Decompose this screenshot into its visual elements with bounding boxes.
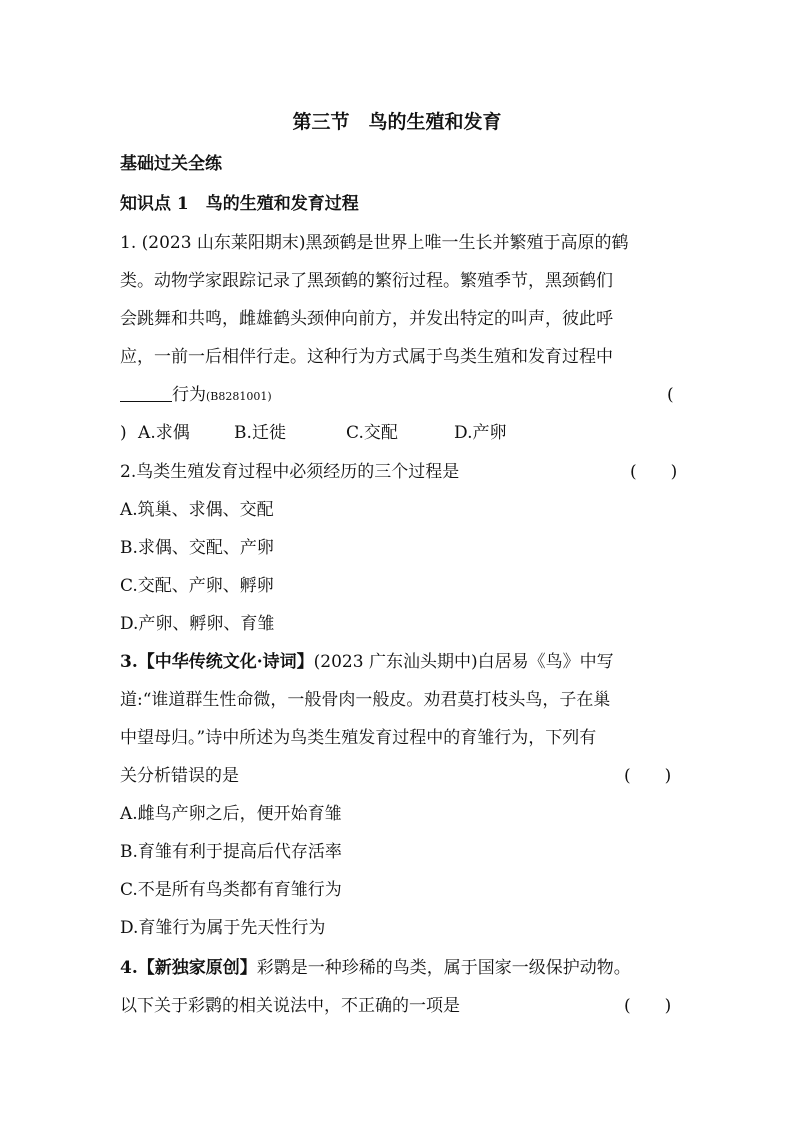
- q1-line-1: 1. (2023 山东莱阳期末)黑颈鹤是世界上唯一生长并繁殖于高原的鹤: [120, 233, 629, 253]
- q1-line-5: [120, 384, 272, 408]
- q1-line-2: 类。动物学家跟踪记录了黑颈鹤的繁衍过程。繁殖季节，黑颈鹤们: [120, 271, 613, 291]
- q1-line-3: 会跳舞和共鸣，雌雄鹤头颈伸向前方，并发出特定的叫声，彼此呼: [120, 309, 613, 329]
- q1-line-4: 应，一前一后相伴行走。这种行为方式属于鸟类生殖和发育过程中: [120, 347, 613, 367]
- q3-line-2: 道:“谁道群生性命微，一般骨肉一般皮。劝君莫打枝头鸟，子在巢: [120, 690, 611, 710]
- q1-option-d[interactable]: D.产卵: [454, 423, 507, 443]
- q1-options-row: [120, 422, 506, 444]
- knowledge-point-heading: 知识点 1 鸟的生殖和发育过程: [120, 194, 359, 214]
- q1-code: (B8281001): [206, 390, 272, 403]
- q1-paren-close: ): [120, 423, 127, 443]
- q3-line-1: [120, 651, 614, 673]
- q3-paren: ( ): [624, 766, 672, 786]
- q3-line-4: 关分析错误的是: [120, 766, 239, 786]
- q4-tag: 4.【新独家原创】: [120, 958, 257, 978]
- q2-option-b[interactable]: B.求偶、交配、产卵: [120, 538, 274, 558]
- q4-paren: ( ): [624, 996, 672, 1016]
- q3-option-c[interactable]: C.不是所有鸟类都有育雏行为: [120, 880, 342, 900]
- answer-blank[interactable]: [120, 385, 172, 402]
- q4-line-1: [120, 957, 631, 979]
- q2-option-a[interactable]: A.筑巢、求偶、交配: [120, 500, 274, 520]
- q3-option-d[interactable]: D.育雏行为属于先天性行为: [120, 918, 326, 938]
- section-heading: 基础过关全练: [120, 154, 222, 174]
- q3-option-a[interactable]: A.雌鸟产卵之后，便开始育雏: [120, 804, 342, 824]
- q3-line-1-rest: (2023 广东汕头期中)白居易《鸟》中写: [313, 652, 614, 672]
- q1-option-a[interactable]: A.求偶: [138, 423, 190, 443]
- page-title: 第三节 鸟的生殖和发育: [292, 111, 502, 133]
- q3-line-3: 中望母归。”诗中所述为鸟类生殖发育过程中的育雏行为，下列有: [120, 728, 597, 748]
- q2-option-c[interactable]: C.交配、产卵、孵卵: [120, 576, 274, 596]
- q1-option-c[interactable]: C.交配: [346, 423, 398, 443]
- q3-option-b[interactable]: B.育雏有利于提高后代存活率: [120, 842, 342, 862]
- q1-option-b[interactable]: B.迁徙: [234, 423, 286, 443]
- q2-paren: ( ): [630, 462, 678, 482]
- q2-stem: 2.鸟类生殖发育过程中必须经历的三个过程是: [120, 462, 460, 482]
- q1-tail-text: 行为: [172, 385, 206, 405]
- q3-tag: 3.【中华传统文化·诗词】: [120, 652, 314, 672]
- q4-line-1-rest: 彩鹮是一种珍稀的鸟类，属于国家一级保护动物。: [256, 958, 631, 978]
- q1-paren-open: (: [667, 385, 674, 405]
- q4-line-2: 以下关于彩鹮的相关说法中，不正确的一项是: [120, 996, 460, 1016]
- q2-option-d[interactable]: D.产卵、孵卵、育雏: [120, 614, 275, 634]
